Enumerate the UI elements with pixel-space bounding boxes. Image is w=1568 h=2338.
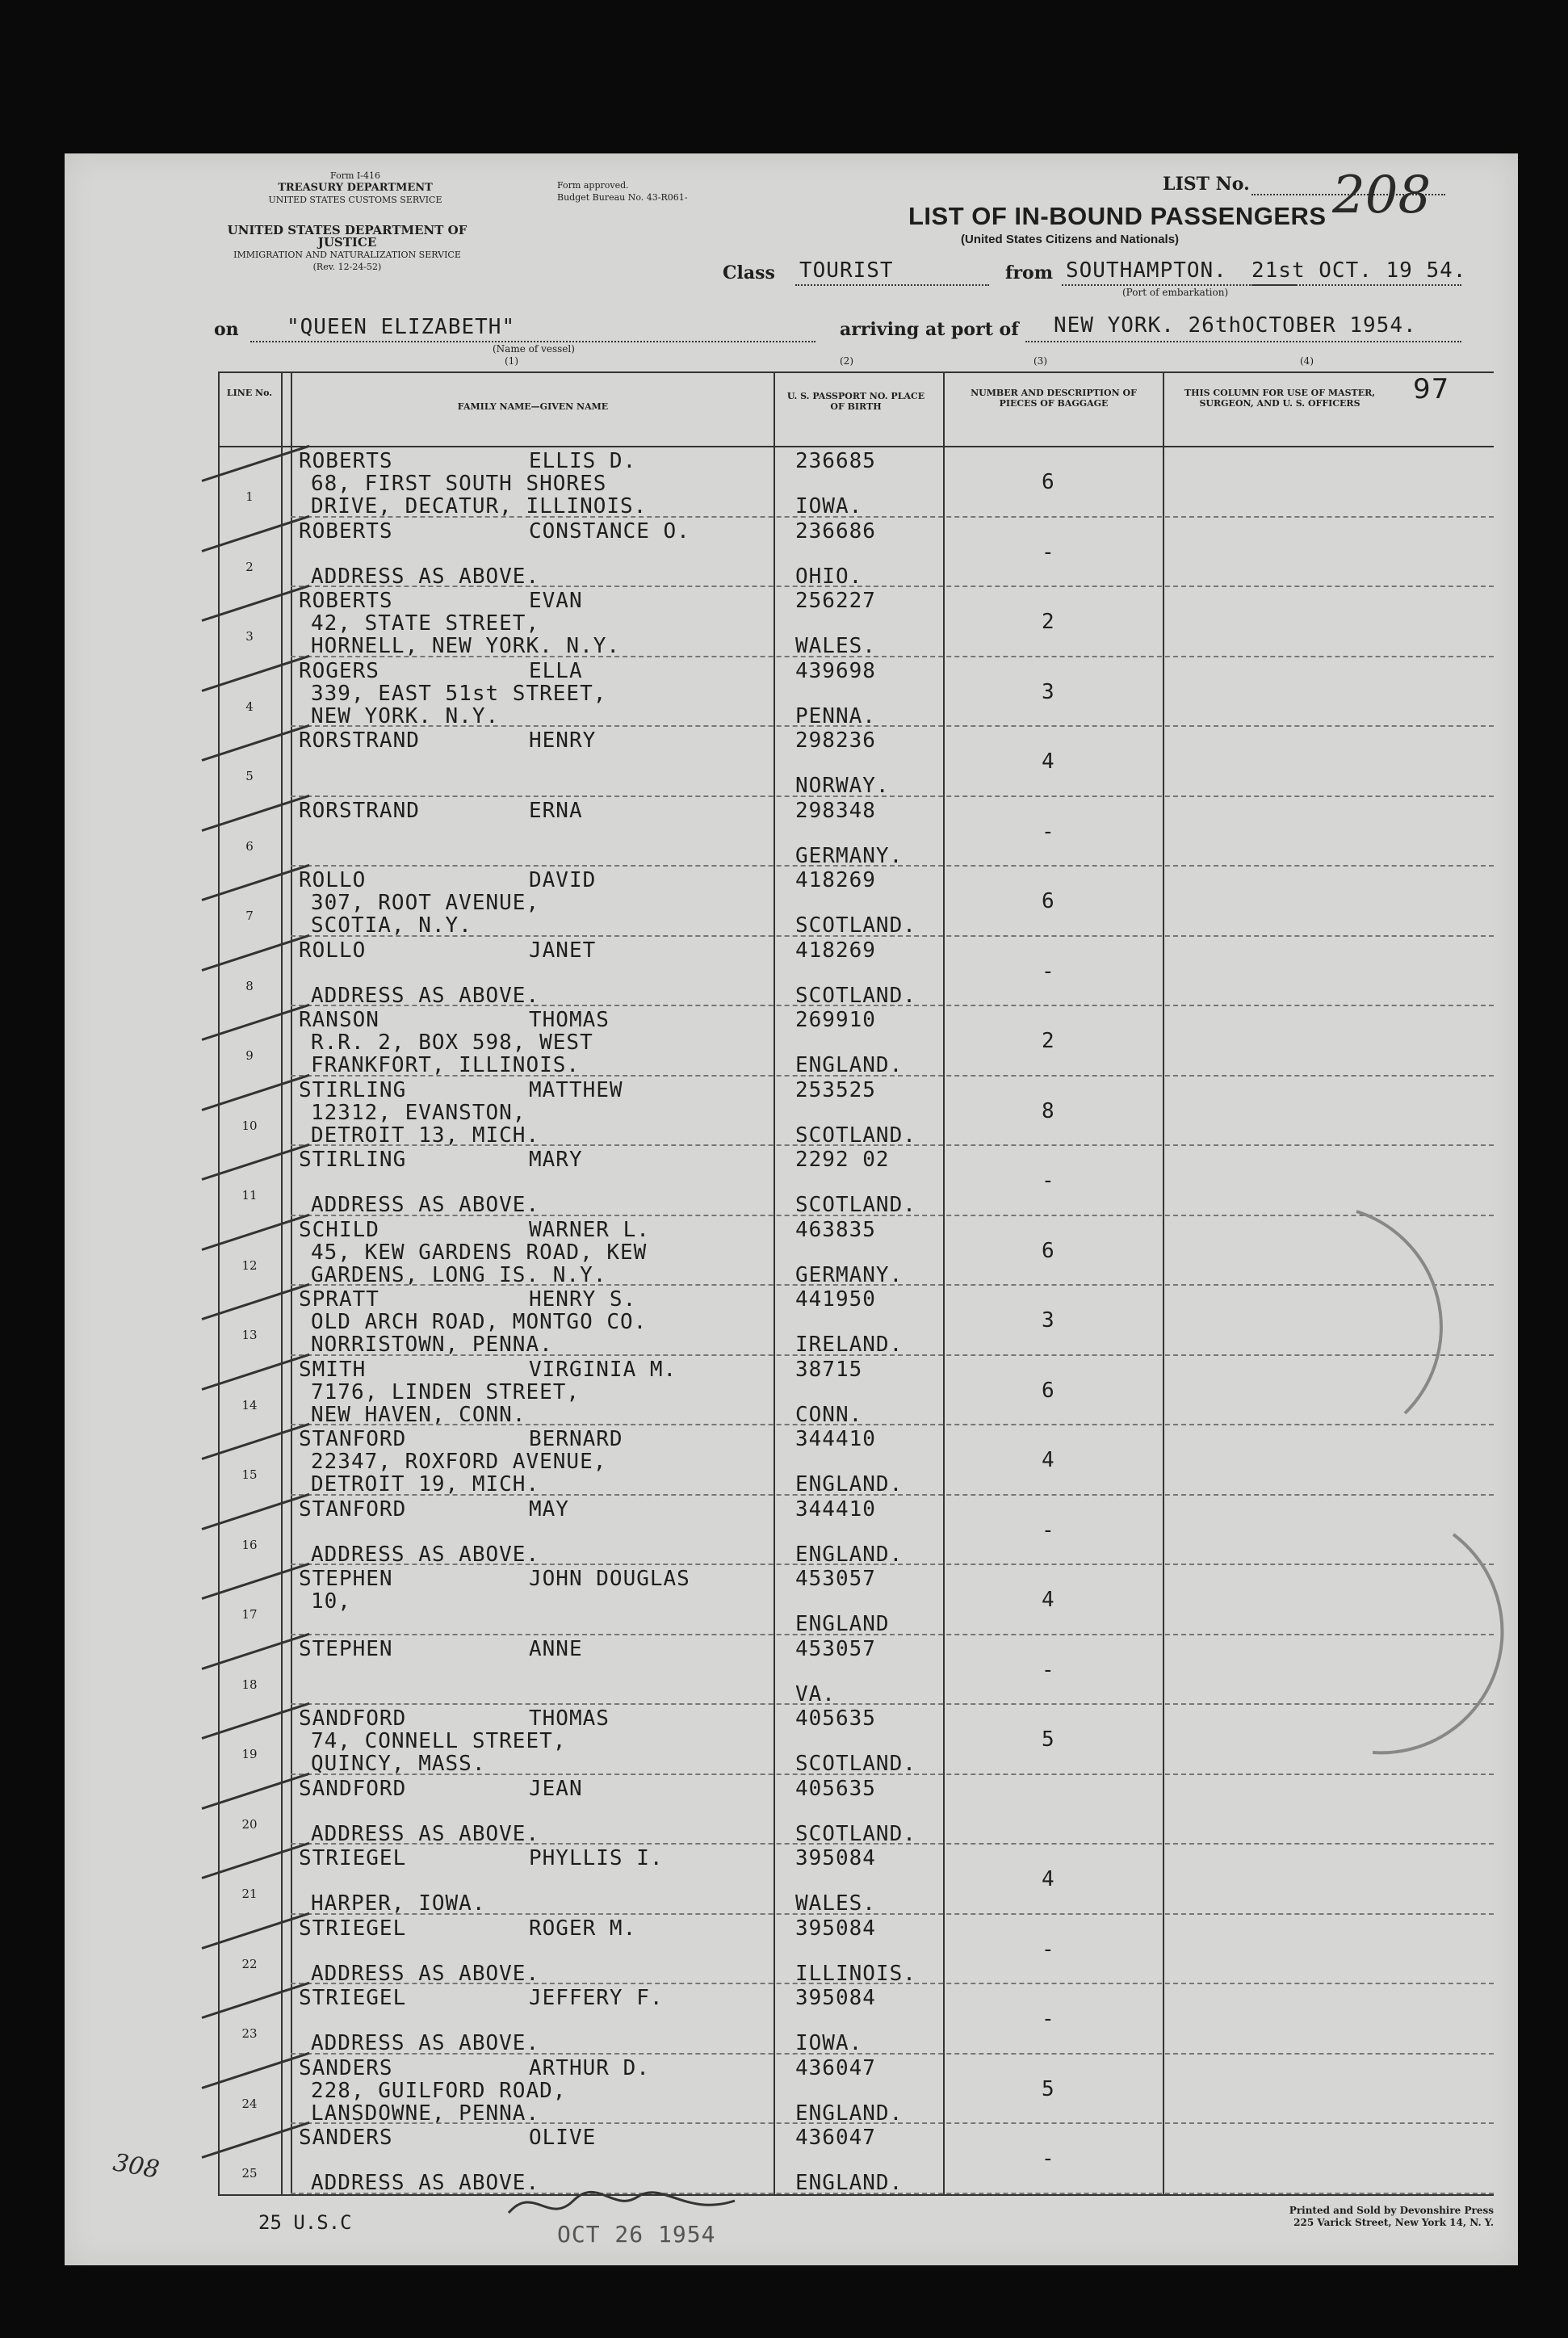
place-of-birth: WALES. [795, 1891, 876, 1916]
place-of-birth: IRELAND. [795, 1333, 903, 1357]
given-name: ROGER M. [529, 1916, 637, 1941]
table-row [218, 518, 1494, 588]
passport-number: 344410 [795, 1496, 876, 1522]
family-name: ROBERTS [299, 449, 393, 473]
signature-mark [501, 2181, 743, 2229]
place-of-birth: GERMANY. [795, 843, 903, 868]
passport-number: 344410 [795, 1427, 876, 1451]
address-line-2: ADDRESS AS ABOVE. [311, 983, 540, 1008]
check-mark [202, 1004, 310, 1041]
address-line-1: 12312, EVANSTON, [311, 1100, 526, 1125]
line-number: 8 [245, 978, 254, 993]
address-line-2: ADDRESS AS ABOVE. [311, 1542, 540, 1567]
passport-number: 236686 [795, 518, 876, 544]
row-rule [291, 2193, 1494, 2194]
given-name: MARY [529, 1148, 583, 1172]
baggage-count: 6 [1042, 1238, 1055, 1263]
family-name: RANSON [299, 1008, 379, 1032]
passport-number: 453057 [795, 1636, 876, 1661]
port-caption: (Port of embarkation) [1122, 287, 1229, 298]
given-name: CONSTANCE O. [529, 518, 690, 544]
baggage-count: 2 [1042, 610, 1055, 634]
baggage-count: - [1042, 1937, 1055, 1962]
passport-number: 405635 [795, 1776, 876, 1801]
address-line-1: 74, CONNELL STREET, [311, 1729, 567, 1753]
departure-date: 21st OCT. 19 54. [1251, 258, 1467, 283]
address-line-1: 22347, ROXFORD AVENUE, [311, 1450, 607, 1474]
place-of-birth: ENGLAND. [795, 1053, 903, 1077]
table-row [218, 1286, 1494, 1356]
place-of-birth: ENGLAND. [795, 1542, 903, 1567]
address-line-1: 7176, LINDEN STREET, [311, 1379, 581, 1404]
address-line-1: 42, STATE STREET, [311, 611, 540, 636]
table-row [218, 1705, 1494, 1775]
line-number: 2 [245, 559, 254, 574]
given-name: JEFFERY F. [529, 1986, 664, 2010]
table-row [218, 587, 1494, 657]
passport-number: 439698 [795, 658, 876, 683]
passport-number: 436047 [795, 2126, 876, 2150]
family-name: RORSTRAND [299, 728, 420, 753]
place-of-birth: IOWA. [795, 494, 863, 518]
treasury-header: Form I-416 TREASURY DEPARTMENT UNITED STATES CUSTOMS SERVICE [268, 170, 442, 205]
given-name: MAY [529, 1496, 569, 1522]
passport-number: 441950 [795, 1287, 876, 1312]
place-of-birth: ENGLAND. [795, 2101, 903, 2126]
family-name: SANDFORD [299, 1776, 407, 1801]
given-name: HENRY S. [529, 1287, 637, 1312]
line-number: 25 [241, 2166, 258, 2181]
check-mark [202, 2122, 310, 2159]
check-mark [202, 445, 310, 482]
line-number: 20 [241, 1816, 258, 1832]
check-mark [202, 1283, 310, 1320]
table-row [218, 1984, 1494, 2055]
given-name: ANNE [529, 1636, 583, 1661]
from-label: from [1005, 262, 1054, 283]
passport-number: 395084 [795, 1916, 876, 1941]
justice-header: UNITED STATES DEPARTMENT OF JUSTICE IMMIGRATION AND NATURALIZATION SERVICE (Rev. 12-24-52) [227, 223, 467, 272]
family-name: SCHILD [299, 1217, 379, 1242]
place-of-birth: ENGLAND [795, 1612, 890, 1636]
col-header-passport: U. S. PASSPORT NO. PLACE OF BIRTH [786, 391, 925, 412]
place-of-birth: WALES. [795, 634, 876, 658]
passport-number: 395084 [795, 1846, 876, 1870]
place-of-birth: VA. [795, 1681, 836, 1706]
family-name: SANDERS [299, 2055, 393, 2080]
family-name: RORSTRAND [299, 798, 420, 823]
given-name: ELLA [529, 658, 583, 683]
address-line-2: NEW YORK. N.Y. [311, 703, 500, 728]
passport-number: 256227 [795, 589, 876, 613]
table-row [218, 2055, 1494, 2125]
line-number: 15 [241, 1467, 258, 1482]
family-name: ROLLO [299, 868, 367, 892]
family-name: STIRLING [299, 1148, 407, 1172]
address-line-1: 68, FIRST SOUTH SHORES [311, 472, 607, 496]
given-name: JOHN DOUGLAS [529, 1567, 690, 1591]
line-number: 19 [241, 1747, 258, 1761]
passport-number: 298236 [795, 728, 876, 753]
address-line-2: ADDRESS AS ABOVE. [311, 2031, 540, 2055]
table-row [218, 867, 1494, 937]
line-number: 18 [241, 1677, 258, 1692]
family-name: STANFORD [299, 1427, 407, 1451]
given-name: MATTHEW [529, 1077, 623, 1102]
table-row [218, 1845, 1494, 1915]
page-number: 97 [1413, 373, 1450, 405]
class-label: Class [723, 262, 775, 283]
table-row [218, 447, 1494, 518]
given-name: PHYLLIS I. [529, 1846, 664, 1870]
place-of-birth: ENGLAND. [795, 2171, 903, 2195]
check-mark [202, 1073, 310, 1110]
place-of-birth: OHIO. [795, 564, 863, 589]
address-line-1: 10, [311, 1589, 351, 1614]
check-mark [202, 1213, 310, 1250]
baggage-count: 4 [1042, 1867, 1055, 1891]
baggage-count: - [1042, 1517, 1055, 1543]
place-of-birth: GERMANY. [795, 1262, 903, 1287]
address-line-2: ADDRESS AS ABOVE. [311, 2171, 540, 2195]
check-mark [202, 514, 310, 552]
family-name: ROGERS [299, 658, 379, 683]
given-name: BERNARD [529, 1427, 623, 1451]
given-name: THOMAS [529, 1008, 610, 1032]
vessel-line [250, 341, 815, 342]
on-label: on [214, 319, 239, 340]
line-number: 23 [241, 2026, 258, 2041]
address-line-1: 228, GUILFORD ROAD, [311, 2078, 567, 2103]
place-of-birth: SCOTLAND. [795, 913, 916, 938]
margin-note: 308 [111, 2148, 161, 2185]
family-name: STANFORD [299, 1496, 407, 1522]
address-line-1: OLD ARCH ROAD, MONTGO CO. [311, 1310, 648, 1334]
date-stamp: OCT 26 1954 [557, 2221, 716, 2248]
place-of-birth: NORWAY. [795, 774, 890, 798]
given-name: DAVID [529, 868, 597, 892]
line-number: 11 [241, 1188, 258, 1203]
place-of-birth: SCOTLAND. [795, 983, 916, 1008]
list-no-label: LIST No. [1163, 174, 1250, 195]
place-of-birth: SCOTLAND. [795, 1752, 916, 1776]
check-mark [202, 1912, 310, 1949]
line-number: 9 [245, 1048, 254, 1063]
line-number: 16 [241, 1537, 258, 1552]
caption-2: (2) [840, 355, 853, 367]
baggage-count: - [1042, 2147, 1055, 2171]
class-value: TOURIST [799, 258, 894, 283]
family-name: ROBERTS [299, 518, 393, 544]
baggage-count: 3 [1042, 679, 1055, 704]
passenger-table [218, 371, 1494, 2196]
address-line-2: QUINCY, MASS. [311, 1752, 486, 1776]
baggage-count: - [1042, 1657, 1055, 1682]
given-name: JANET [529, 938, 597, 963]
printer-note: Printed and Sold by Devonshire Press 225 Varick Street, New York 14, N. Y. [1289, 2205, 1494, 2228]
signature [501, 2181, 743, 2237]
check-mark [202, 654, 310, 691]
check-mark [202, 1423, 310, 1460]
col-header-name: FAMILY NAME—GIVEN NAME [457, 401, 609, 412]
check-mark [202, 1982, 310, 2019]
baggage-count: 4 [1042, 1588, 1055, 1612]
check-mark [202, 934, 310, 971]
address-line-2: NORRISTOWN, PENNA. [311, 1333, 553, 1357]
faded-stamp [1308, 1171, 1510, 1785]
given-name: OLIVE [529, 2126, 597, 2150]
family-name: ROLLO [299, 938, 367, 963]
line-number: 12 [241, 1257, 258, 1273]
baggage-count: - [1042, 539, 1055, 565]
place-of-birth: ENGLAND. [795, 1472, 903, 1496]
check-mark [202, 1144, 310, 1181]
from-value: SOUTHAMPTON. [1066, 258, 1227, 283]
arriving-label: arriving at port of [840, 319, 1019, 340]
baggage-count: - [1042, 1169, 1055, 1193]
baggage-count: 2 [1042, 1029, 1055, 1053]
table-row [218, 1006, 1494, 1077]
address-line-1: 307, ROOT AVENUE, [311, 891, 540, 915]
line-number: 4 [245, 699, 254, 714]
line-number: 24 [241, 2096, 258, 2111]
address-line-2: HORNELL, NEW YORK. N.Y. [311, 634, 621, 658]
table-row [218, 797, 1494, 867]
check-mark [202, 1492, 310, 1530]
list-no-handwritten: 208 [1332, 166, 1432, 225]
family-name: SPRATT [299, 1287, 379, 1312]
col-header-baggage: NUMBER AND DESCRIPTION OF PIECES OF BAGGAGE [971, 388, 1137, 409]
address-line-2: SCOTIA, N.Y. [311, 913, 472, 938]
check-mark [202, 1702, 310, 1740]
given-name: HENRY [529, 728, 597, 753]
table-row [218, 1635, 1494, 1706]
baggage-count: 6 [1042, 470, 1055, 494]
address-line-2: HARPER, IOWA. [311, 1891, 486, 1916]
caption-3: (3) [1033, 355, 1047, 367]
baggage-count: 4 [1042, 1448, 1055, 1472]
table-row [218, 1425, 1494, 1496]
line-number: 10 [241, 1118, 258, 1133]
table-row [218, 1216, 1494, 1287]
line-number: 17 [241, 1607, 258, 1622]
line-number: 7 [245, 909, 254, 923]
manifest-page [65, 153, 1518, 2265]
table-row [218, 1356, 1494, 1426]
baggage-count: 8 [1042, 1098, 1055, 1123]
baggage-count: 6 [1042, 1378, 1055, 1403]
address-line-2: LANSDOWNE, PENNA. [311, 2101, 540, 2126]
given-name: ARTHUR D. [529, 2055, 650, 2080]
form-title: LIST OF IN-BOUND PASSENGERS [908, 202, 1327, 230]
baggage-count: - [1042, 959, 1055, 984]
place-of-birth: CONN. [795, 1402, 863, 1427]
baggage-count: 3 [1042, 1308, 1055, 1333]
passport-number: 395084 [795, 1986, 876, 2010]
line-number: 14 [241, 1397, 258, 1412]
line-number: 21 [241, 1887, 258, 1901]
date-line [1251, 284, 1461, 286]
address-line-1: 45, KEW GARDENS ROAD, KEW [311, 1240, 648, 1265]
class-line [795, 284, 989, 286]
line-number: 22 [241, 1956, 258, 1971]
baggage-count: 6 [1042, 889, 1055, 913]
col-header-line-no: LINE No. [226, 388, 273, 398]
check-mark [202, 2051, 310, 2088]
passport-number: 453057 [795, 1567, 876, 1591]
table-row [218, 657, 1494, 728]
family-name: SANDERS [299, 2126, 393, 2150]
table-row [218, 1496, 1494, 1566]
address-line-2: DETROIT 13, MICH. [311, 1123, 540, 1148]
passport-number: 236685 [795, 449, 876, 473]
vessel-name: "QUEEN ELIZABETH" [287, 315, 516, 339]
footer-code: 25 U.S.C [258, 2211, 352, 2234]
check-mark [202, 1353, 310, 1390]
place-of-birth: SCOTLAND. [795, 1193, 916, 1217]
address-line-2: ADDRESS AS ABOVE. [311, 564, 540, 589]
arrival-port-date: NEW YORK. 26thOCTOBER 1954. [1054, 313, 1417, 338]
table-row [218, 1077, 1494, 1147]
check-mark [202, 724, 310, 762]
family-name: STRIEGEL [299, 1986, 407, 2010]
check-mark [202, 1632, 310, 1669]
place-of-birth: SCOTLAND. [795, 1123, 916, 1148]
baggage-count: 4 [1042, 749, 1055, 774]
baggage-count: - [1042, 819, 1055, 844]
check-mark [202, 794, 310, 831]
baggage-count: - [1042, 2007, 1055, 2031]
address-line-2: ADDRESS AS ABOVE. [311, 1193, 540, 1217]
passport-number: 405635 [795, 1706, 876, 1731]
caption-1: (1) [505, 355, 518, 367]
line-number: 1 [245, 489, 254, 504]
address-line-2: NEW HAVEN, CONN. [311, 1402, 526, 1427]
table-row [218, 1565, 1494, 1635]
place-of-birth: ILLINOIS. [795, 1961, 916, 1986]
address-line-2: GARDENS, LONG IS. N.Y. [311, 1262, 607, 1287]
family-name: SMITH [299, 1357, 367, 1382]
table-row [218, 937, 1494, 1007]
line-number: 5 [245, 769, 254, 783]
passport-number: 2292 02 [795, 1148, 890, 1172]
given-name: ERNA [529, 798, 583, 823]
approval-note: Form approved. Budget Bureau No. 43-R061- [557, 180, 688, 203]
check-mark [202, 1842, 310, 1879]
address-line-2: DETROIT 19, MICH. [311, 1472, 540, 1496]
family-name: STRIEGEL [299, 1916, 407, 1941]
given-name: ELLIS D. [529, 449, 637, 473]
baggage-count: 5 [1042, 2076, 1055, 2101]
passport-number: 418269 [795, 938, 876, 963]
place-of-birth: SCOTLAND. [795, 1821, 916, 1846]
passport-number: 38715 [795, 1357, 863, 1382]
line-number: 13 [241, 1328, 258, 1342]
form-subtitle: (United States Citizens and Nationals) [961, 233, 1180, 246]
place-of-birth: IOWA. [795, 2031, 863, 2055]
passport-number: 253525 [795, 1077, 876, 1102]
family-name: ROBERTS [299, 589, 393, 613]
table-row [218, 1775, 1494, 1845]
given-name: JEAN [529, 1776, 583, 1801]
line-number: 6 [245, 838, 254, 854]
given-name: EVAN [529, 589, 583, 613]
given-name: THOMAS [529, 1706, 610, 1731]
check-mark [202, 1563, 310, 1600]
family-name: STRIEGEL [299, 1846, 407, 1870]
caption-4: (4) [1300, 355, 1314, 367]
place-of-birth: PENNA. [795, 703, 876, 728]
passport-number: 418269 [795, 868, 876, 892]
check-mark [202, 1772, 310, 1809]
given-name: WARNER L. [529, 1217, 650, 1242]
given-name: VIRGINIA M. [529, 1357, 677, 1382]
vessel-caption: (Name of vessel) [493, 343, 575, 355]
table-row [218, 727, 1494, 797]
family-name: STIRLING [299, 1077, 407, 1102]
address-line-1: 339, EAST 51st STREET, [311, 681, 607, 706]
col-header-officers: THIS COLUMN FOR USE OF MASTER, SURGEON, AND U. S. OFFICERS [1184, 388, 1376, 409]
table-row [218, 2124, 1494, 2194]
family-name: STEPHEN [299, 1567, 393, 1591]
table-row [218, 1915, 1494, 1985]
passport-number: 463835 [795, 1217, 876, 1242]
passport-number: 436047 [795, 2055, 876, 2080]
line-number: 3 [245, 629, 254, 644]
address-line-2: ADDRESS AS ABOVE. [311, 1821, 540, 1846]
check-mark [202, 585, 310, 622]
passport-number: 298348 [795, 798, 876, 823]
baggage-count: 5 [1042, 1727, 1055, 1752]
table-row [218, 1146, 1494, 1216]
address-line-2: FRANKFORT, ILLINOIS. [311, 1053, 581, 1077]
address-line-2: DRIVE, DECATUR, ILLINOIS. [311, 494, 648, 518]
family-name: SANDFORD [299, 1706, 407, 1731]
address-line-1: R.R. 2, BOX 598, WEST [311, 1030, 593, 1055]
address-line-2: ADDRESS AS ABOVE. [311, 1961, 540, 1986]
passport-number: 269910 [795, 1008, 876, 1032]
family-name: STEPHEN [299, 1636, 393, 1661]
check-mark [202, 864, 310, 901]
arrival-line [1025, 341, 1461, 342]
